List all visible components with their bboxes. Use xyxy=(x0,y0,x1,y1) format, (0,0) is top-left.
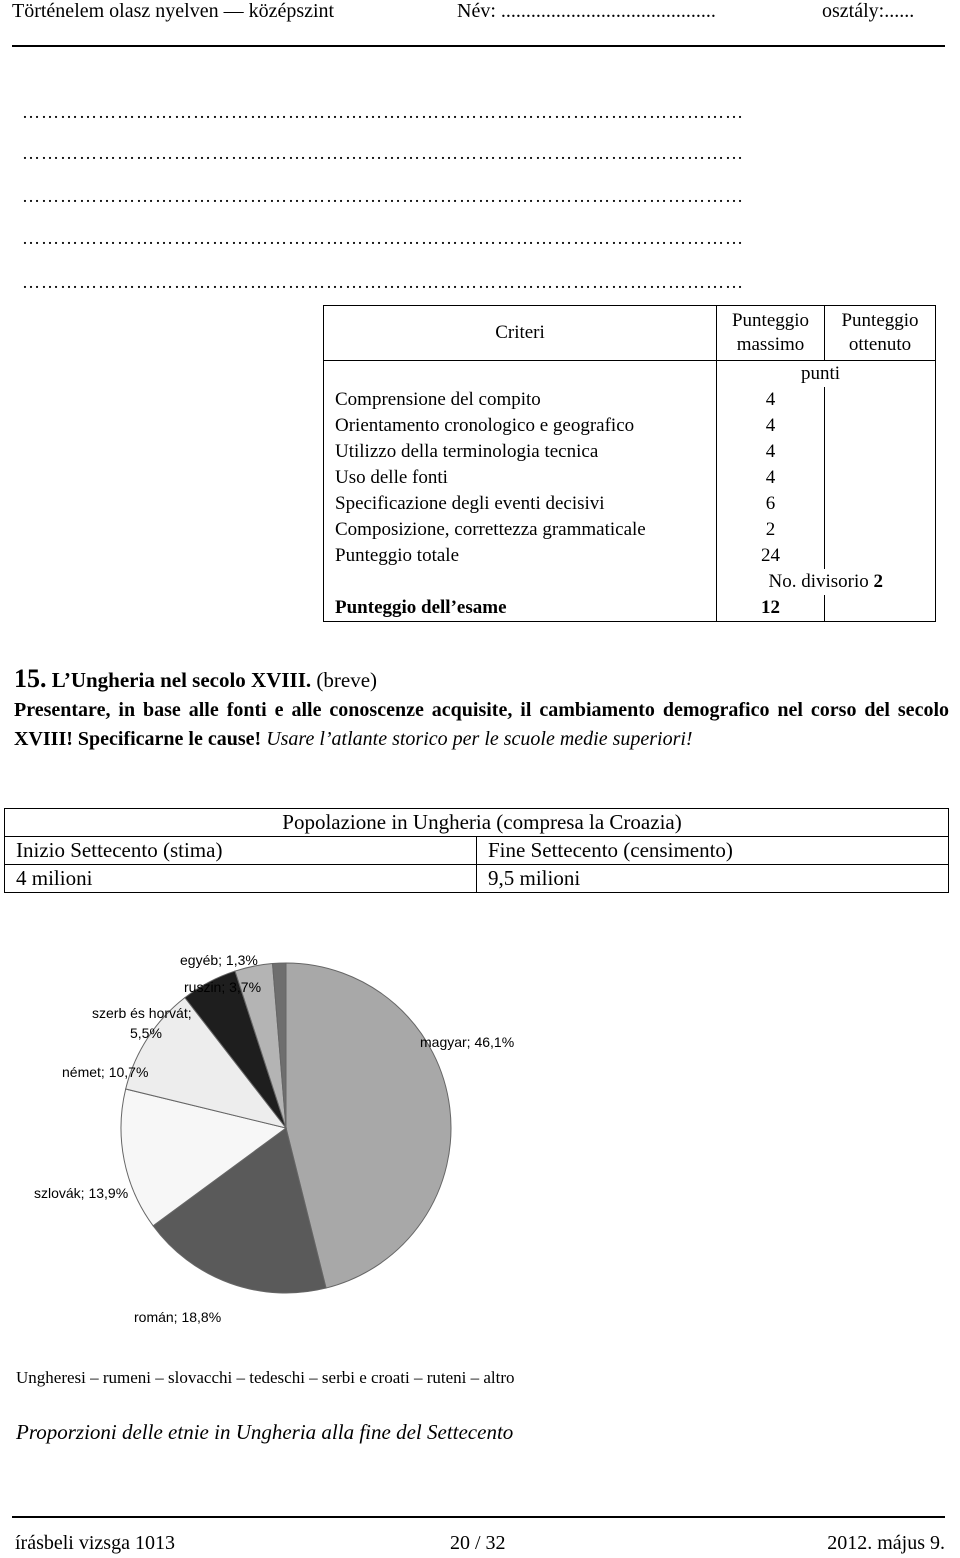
criterion-max: 2 xyxy=(717,517,825,543)
criterion-label: Composizione, correttezza grammaticale xyxy=(324,517,717,543)
footer-exam-code: írásbeli vizsga 1013 xyxy=(15,1532,175,1554)
pie-slice-label: román; 18,8% xyxy=(134,1309,222,1325)
exam-value: 12 xyxy=(717,595,825,622)
criterion-score-cell[interactable] xyxy=(825,491,936,517)
answer-line[interactable]: …………………………………………………………………………………………………… xyxy=(22,272,744,292)
pie-slice-label: egyéb; 1,3% xyxy=(180,952,258,968)
total-label: Punteggio totale xyxy=(324,543,717,569)
chart-legend: Ungheresi – rumeni – slovacchi – tedeschi – serbi e croati – ruteni – altro xyxy=(16,1368,515,1387)
criterion-max: 4 xyxy=(717,387,825,413)
criterion-score-cell[interactable] xyxy=(825,387,936,413)
criterion-score-cell[interactable] xyxy=(825,517,936,543)
footer-date: 2012. május 9. xyxy=(827,1532,945,1554)
population-col1: Inizio Settecento (stima) xyxy=(5,837,477,865)
question-instruction xyxy=(14,696,949,754)
answer-line[interactable]: …………………………………………………………………………………………………… xyxy=(22,228,744,248)
footer-page-number: 20 / 32 xyxy=(450,1532,506,1554)
col-max: Punteggio massimo xyxy=(717,306,825,361)
criterion-max: 4 xyxy=(717,465,825,491)
pie-slice-label: szlovák; 13,9% xyxy=(34,1185,129,1201)
divisor-row xyxy=(717,569,936,595)
answer-line[interactable]: …………………………………………………………………………………………………… xyxy=(22,186,744,206)
question-title xyxy=(14,664,377,694)
exam-label: Punteggio dell’esame xyxy=(324,595,717,622)
score-table xyxy=(323,305,936,622)
pie-slice-label: német; 10,7% xyxy=(62,1064,149,1080)
footer-rule xyxy=(12,1516,945,1518)
exam-score-cell[interactable] xyxy=(825,595,936,622)
col-criteri: Criteri xyxy=(324,306,717,361)
total-score-cell[interactable] xyxy=(825,543,936,569)
divisor-value: 2 xyxy=(873,571,883,592)
ethnic-pie-chart xyxy=(0,930,960,1350)
pie-slice-label: ruszin; 3,7% xyxy=(184,979,262,995)
criterion-max: 6 xyxy=(717,491,825,517)
answer-line[interactable]: …………………………………………………………………………………………………… xyxy=(22,143,744,163)
population-val2: 9,5 milioni xyxy=(477,865,949,893)
instruction-italic: Usare l’atlante storico per le scuole medie superiori! xyxy=(266,728,693,750)
criterion-label: Specificazione degli eventi decisivi xyxy=(324,491,717,517)
criterion-label: Uso delle fonti xyxy=(324,465,717,491)
criterion-label: Utilizzo della terminologia tecnica xyxy=(324,439,717,465)
header-rule xyxy=(12,45,945,47)
name-field[interactable]: Név: ........................................... xyxy=(457,0,716,22)
unit-label: punti xyxy=(717,361,936,388)
population-title: Popolazione in Ungheria (compresa la Croazia) xyxy=(5,809,949,837)
pie-slice-label: szerb és horvát; 5,5% xyxy=(92,1005,192,1041)
subject-title: Történelem olasz nyelven — középszint xyxy=(12,0,335,22)
total-max: 24 xyxy=(717,543,825,569)
question-number: 15. xyxy=(14,664,47,693)
col-obtained: Punteggio ottenuto xyxy=(825,306,936,361)
question-title-text: L’Ungheria nel secolo XVIII. xyxy=(51,668,312,692)
criterion-score-cell[interactable] xyxy=(825,439,936,465)
criterion-max: 4 xyxy=(717,413,825,439)
criterion-score-cell[interactable] xyxy=(825,465,936,491)
class-field[interactable]: osztály:...... xyxy=(822,0,915,22)
criterion-label: Comprensione del compito xyxy=(324,387,717,413)
population-col2: Fine Settecento (censimento) xyxy=(477,837,949,865)
population-table xyxy=(4,808,949,893)
pie-slice-label: magyar; 46,1% xyxy=(420,1034,515,1050)
page-header xyxy=(12,0,948,30)
answer-line[interactable]: …………………………………………………………………………………………………… xyxy=(22,102,744,122)
chart-caption: Proporzioni delle etnie in Ungheria alla fine del Settecento xyxy=(16,1420,514,1444)
instruction-text: Presentare, in base alle fonti e alle conoscenze acquisite, il cambiamento demografico nel corso del secolo XVIII! Specificarne le cause! xyxy=(14,699,949,750)
criterion-score-cell[interactable] xyxy=(825,413,936,439)
criterion-max: 4 xyxy=(717,439,825,465)
question-length: (breve) xyxy=(316,668,378,692)
divisor-label: No. divisorio xyxy=(768,571,869,592)
population-val1: 4 milioni xyxy=(5,865,477,893)
criterion-label: Orientamento cronologico e geografico xyxy=(324,413,717,439)
